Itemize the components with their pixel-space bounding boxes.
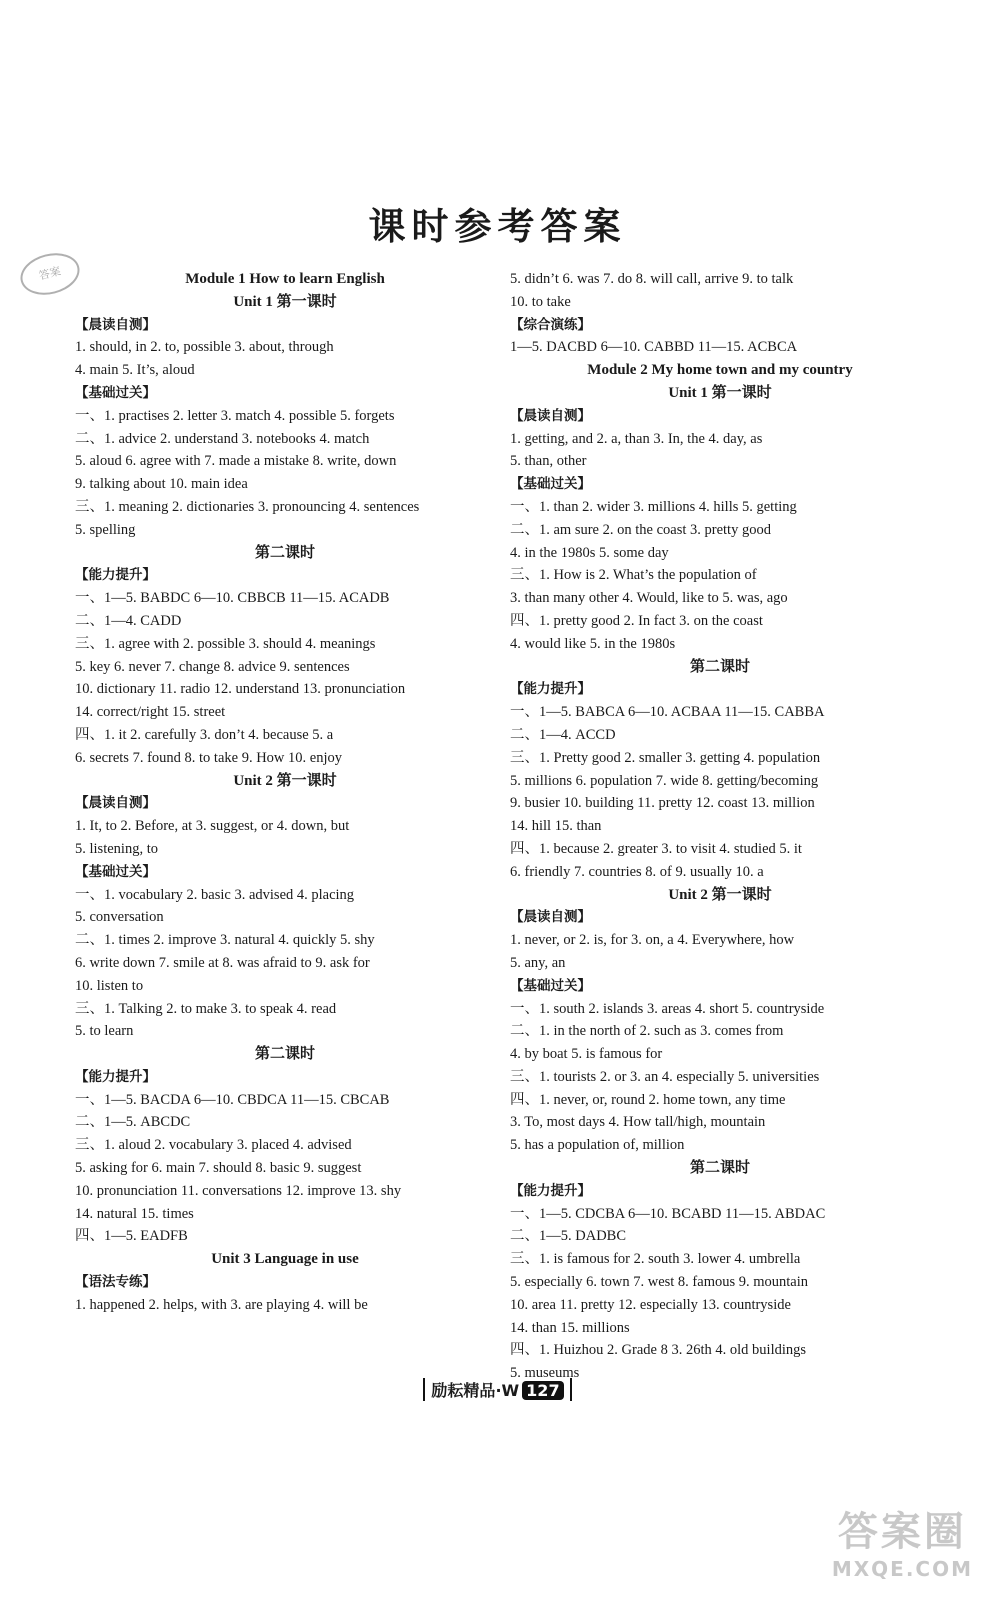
answer-line: 4. in the 1980s 5. some day	[510, 544, 669, 561]
section-label: 【能力提升】	[75, 567, 156, 584]
section-label: 【基础过关】	[75, 384, 156, 401]
answer-line: 三、1. is famous for 2. south 3. lower 4. umbrella	[510, 1251, 801, 1268]
watermark-url: MXQE.COM	[831, 1557, 973, 1581]
section-heading: Unit 3 Language in use	[211, 1251, 359, 1268]
section-heading: Unit 1 第一课时	[668, 384, 772, 401]
answer-line: 10. area 11. pretty 12. especially 13. countryside	[510, 1296, 791, 1313]
page-number: 127	[522, 1381, 563, 1400]
answer-line: 1. never, or 2. is, for 3. on, a 4. Everywhere, how	[510, 932, 795, 949]
answer-line: 1. happened 2. helps, with 3. are playing 4. will be	[75, 1296, 368, 1313]
section-heading: 第二课时	[689, 1160, 750, 1177]
section-label: 【晨读自测】	[510, 407, 591, 424]
answer-line: 1. It, to 2. Before, at 3. suggest, or 4. down, but	[75, 818, 350, 835]
answer-line: 三、1. Talking 2. to make 3. to speak 4. read	[75, 1000, 337, 1017]
answer-line: 四、1. because 2. greater 3. to visit 4. studied 5. it	[510, 840, 802, 857]
answer-line: 四、1. pretty good 2. In fact 3. on the coast	[510, 612, 763, 629]
answer-line: 14. hill 15. than	[510, 818, 602, 835]
answer-line: 三、1. aloud 2. vocabulary 3. placed 4. advised	[75, 1137, 352, 1154]
answer-line: 5. especially 6. town 7. west 8. famous 9. mountain	[510, 1274, 809, 1291]
section-label: 【晨读自测】	[510, 909, 591, 926]
section-label: 【语法专练】	[75, 1274, 156, 1291]
answer-line: 5. conversation	[75, 909, 164, 926]
answer-line: 9. talking about 10. main idea	[75, 476, 248, 493]
answer-line: 10. pronunciation 11. conversations 12. improve 13. shy	[75, 1182, 402, 1199]
answer-line: 一、1. practises 2. letter 3. match 4. possible 5. forgets	[75, 407, 395, 424]
footer-brand-box	[423, 1378, 571, 1401]
answer-line: 三、1. meaning 2. dictionaries 3. pronouncing 4. sentences	[75, 498, 420, 515]
answer-column-right	[510, 268, 930, 1385]
answer-line: 5. millions 6. population 7. wide 8. getting/becoming	[510, 772, 819, 789]
answer-line: 二、1. times 2. improve 3. natural 4. quickly 5. shy	[75, 932, 375, 949]
answer-line: 一、1. vocabulary 2. basic 3. advised 4. placing	[75, 886, 355, 903]
answer-line: 5. to learn	[75, 1023, 134, 1040]
section-label: 【晨读自测】	[75, 795, 156, 812]
answer-line: 14. natural 15. times	[75, 1205, 194, 1222]
section-heading: 第二课时	[689, 658, 750, 675]
answer-line: 一、1—5. BACDA 6—10. CBDCA 11—15. CBCAB	[75, 1091, 390, 1108]
section-heading: Module 2 My home town and my country	[587, 362, 853, 379]
answer-line: 5. aloud 6. agree with 7. made a mistake 8. write, down	[75, 453, 397, 470]
footer-suffix: ·W	[495, 1381, 520, 1400]
page-footer	[0, 1378, 995, 1401]
page-title: 课时参考答案	[368, 205, 627, 248]
section-label: 【能力提升】	[510, 681, 591, 698]
answer-line: 6. write down 7. smile at 8. was afraid to 9. ask for	[75, 954, 370, 971]
watermark-main: 答案圈	[837, 1509, 967, 1555]
section-label: 【基础过关】	[510, 977, 591, 994]
footer-brand: 励耘精品	[431, 1381, 496, 1400]
answer-line: 3. To, most days 4. How tall/high, mountain	[510, 1114, 766, 1131]
answer-line: 四、1. it 2. carefully 3. don’t 4. because 5. a	[75, 726, 334, 743]
answer-line: 14. than 15. millions	[510, 1319, 630, 1336]
answer-line: 10. dictionary 11. radio 12. understand 13. pronunciation	[75, 681, 406, 698]
answer-line: 6. friendly 7. countries 8. of 9. usually 10. a	[510, 863, 764, 880]
answer-line: 一、1. than 2. wider 3. millions 4. hills 5. getting	[510, 498, 797, 515]
answer-line: 10. to take	[510, 293, 571, 310]
answer-line: 三、1. tourists 2. or 3. an 4. especially 5. universities	[510, 1068, 820, 1085]
answer-line: 5. didn’t 6. was 7. do 8. will call, arrive 9. to talk	[510, 271, 794, 287]
answer-line: 5. key 6. never 7. change 8. advice 9. sentences	[75, 658, 350, 675]
answer-line: 5. has a population of, million	[510, 1137, 685, 1154]
answer-line: 5. than, other	[510, 453, 587, 470]
answer-line: 4. by boat 5. is famous for	[510, 1046, 663, 1063]
answer-line: 5. any, an	[510, 954, 566, 971]
answer-line: 6. secrets 7. found 8. to take 9. How 10. enjoy	[75, 749, 342, 766]
section-label: 【能力提升】	[75, 1068, 156, 1085]
answer-line: 1. getting, and 2. a, than 3. In, the 4. day, as	[510, 430, 763, 447]
section-heading: 第二课时	[254, 544, 315, 561]
answer-line: 二、1—4. ACCD	[510, 726, 616, 743]
answer-line: 三、1. How is 2. What’s the population of	[510, 567, 757, 584]
answer-line: 5. listening, to	[75, 840, 158, 857]
section-label: 【综合演练】	[510, 316, 591, 333]
section-heading: Unit 2 第一课时	[668, 886, 772, 903]
answer-line: 四、1—5. EADFB	[75, 1228, 188, 1245]
answer-line: 一、1—5. BABDC 6—10. CBBCB 11—15. ACADB	[75, 590, 390, 607]
answer-line: 14. correct/right 15. street	[75, 704, 226, 721]
answer-line: 三、1. agree with 2. possible 3. should 4. meanings	[75, 635, 376, 652]
answer-line: 4. would like 5. in the 1980s	[510, 635, 676, 652]
answer-line: 一、1—5. CDCBA 6—10. BCABD 11—15. ABDAC	[510, 1205, 826, 1222]
answer-line: 5. spelling	[75, 521, 136, 538]
answer-line: 3. than many other 4. Would, like to 5. was, ago	[510, 590, 788, 607]
stamp-mark: 答案	[16, 247, 84, 300]
section-label: 【基础过关】	[75, 863, 156, 880]
answer-line: 4. main 5. It’s, aloud	[75, 362, 195, 379]
answer-line: 二、1. advice 2. understand 3. notebooks 4. match	[75, 430, 370, 447]
answer-line: 9. busier 10. building 11. pretty 12. coast 13. million	[510, 795, 815, 812]
answer-line: 四、1. never, or, round 2. home town, any time	[510, 1091, 786, 1108]
answer-column-left	[75, 268, 495, 1317]
section-heading: Unit 2 第一课时	[233, 772, 337, 789]
answer-line: 5. museums	[510, 1365, 580, 1382]
answer-line: 一、1. south 2. islands 3. areas 4. short 5. countryside	[510, 1000, 825, 1017]
answer-line: 二、1. am sure 2. on the coast 3. pretty good	[510, 521, 771, 538]
section-label: 【能力提升】	[510, 1182, 591, 1199]
answer-line: 5. asking for 6. main 7. should 8. basic 9. suggest	[75, 1160, 362, 1177]
section-heading: Module 1 How to learn English	[185, 271, 385, 287]
answer-line: 三、1. Pretty good 2. smaller 3. getting 4. population	[510, 749, 821, 766]
answer-line: 10. listen to	[75, 977, 144, 994]
section-heading: Unit 1 第一课时	[233, 293, 337, 310]
answer-line: 一、1—5. BABCA 6—10. ACBAA 11—15. CABBA	[510, 704, 825, 721]
section-label: 【基础过关】	[510, 476, 591, 493]
answer-line: 1. should, in 2. to, possible 3. about, through	[75, 339, 334, 356]
answer-line: 二、1—4. CADD	[75, 612, 182, 629]
answer-line: 1—5. DACBD 6—10. CABBD 11—15. ACBCA	[510, 339, 798, 356]
section-heading: 第二课时	[254, 1046, 315, 1063]
answer-line: 四、1. Huizhou 2. Grade 8 3. 26th 4. old buildings	[510, 1342, 807, 1359]
answer-line: 二、1—5. DADBC	[510, 1228, 627, 1245]
section-label: 【晨读自测】	[75, 316, 156, 333]
watermark-logo	[832, 1500, 973, 1581]
answer-line: 二、1—5. ABCDC	[75, 1114, 191, 1131]
answer-line: 二、1. in the north of 2. such as 3. comes from	[510, 1023, 784, 1040]
